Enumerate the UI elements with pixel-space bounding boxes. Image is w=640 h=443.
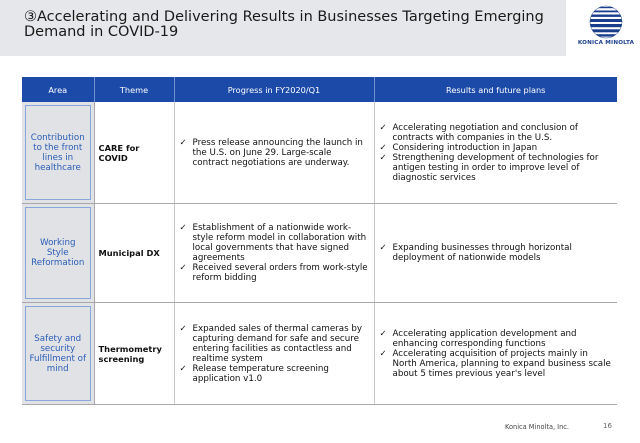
progress-item: ✓ Release temperature screening application v1.0 <box>179 363 329 384</box>
konica-minolta-logo <box>575 5 637 53</box>
checkmark-icon: ✓ <box>379 328 387 339</box>
table-row <box>22 303 617 405</box>
theme-cell: CARE for COVID <box>94 102 174 204</box>
results-table <box>22 77 617 405</box>
area-label: Safety and security Fulfillment of mind <box>29 333 87 374</box>
results-item: ✓ Accelerating application development and enhancing corresponding functions <box>379 328 577 349</box>
header-area: Area <box>22 77 94 102</box>
globe-logo-icon <box>589 5 623 39</box>
theme-cell: Municipal DX <box>94 204 174 303</box>
results-cell <box>374 303 617 405</box>
footer-company: Konica Minolta, Inc. <box>505 423 570 431</box>
header-results: Results and future plans <box>374 77 617 102</box>
checkmark-icon: ✓ <box>179 137 187 148</box>
checkmark-icon: ✓ <box>179 363 187 374</box>
checkmark-icon: ✓ <box>179 263 187 273</box>
results-item: ✓ Expanding businesses through horizontal deployment of nationwide models <box>379 243 572 263</box>
area-label: Contribution to the front lines in healthcare <box>30 132 85 173</box>
progress-cell <box>174 303 374 405</box>
checkmark-icon: ✓ <box>179 223 187 233</box>
checkmark-icon: ✓ <box>379 152 387 163</box>
logo-text: KONICA MINOLTA <box>577 40 635 46</box>
header-theme: Theme <box>94 77 174 102</box>
checkmark-icon: ✓ <box>379 243 387 253</box>
progress-item: ✓ Establishment of a nationwide work-style reform model in collaboration with local governments that have signed agreements <box>179 223 367 263</box>
results-item: ✓ Strengthening development of technologies for antigen testing in order to improve level of diagnostic services <box>379 152 599 183</box>
page-number: 16 <box>603 422 612 430</box>
progress-cell <box>174 102 374 204</box>
progress-item: ✓ Received several orders from work-style reform bidding <box>179 263 368 283</box>
checkmark-icon: ✓ <box>379 142 387 153</box>
theme-cell: Thermometry screening <box>94 303 174 405</box>
progress-item: ✓ Press release announcing the launch in the U.S. on June 29. Large-scale contract negotiations are underway. <box>179 137 363 168</box>
progress-item: ✓ Expanded sales of thermal cameras by capturing demand for safe and secure entering facilities as contactless and realtime system <box>179 323 363 364</box>
checkmark-icon: ✓ <box>379 122 387 133</box>
area-cell <box>22 303 94 405</box>
area-cell <box>22 102 94 204</box>
table-row <box>22 102 617 204</box>
results-item: ✓ Accelerating acquisition of projects mainly in North America, planning to expand business scale about 5 times previous year's level <box>379 348 611 379</box>
table-header-row <box>22 77 617 102</box>
header-progress: Progress in FY2020/Q1 <box>174 77 374 102</box>
table-row <box>22 204 617 303</box>
results-item: ✓ Accelerating negotiation and conclusion of contracts with companies in the U.S. <box>379 122 578 143</box>
results-item: ✓ Considering introduction in Japan <box>379 142 538 153</box>
area-cell <box>22 204 94 303</box>
checkmark-icon: ✓ <box>179 323 187 334</box>
results-cell <box>374 204 617 303</box>
checkmark-icon: ✓ <box>379 348 387 359</box>
progress-cell <box>174 204 374 303</box>
page-title: ③Accelerating and Delivering Results in Businesses Targeting Emerging Demand in COVID-19 <box>24 9 544 40</box>
area-label: Working Style Reformation <box>31 238 85 268</box>
results-cell <box>374 102 617 204</box>
